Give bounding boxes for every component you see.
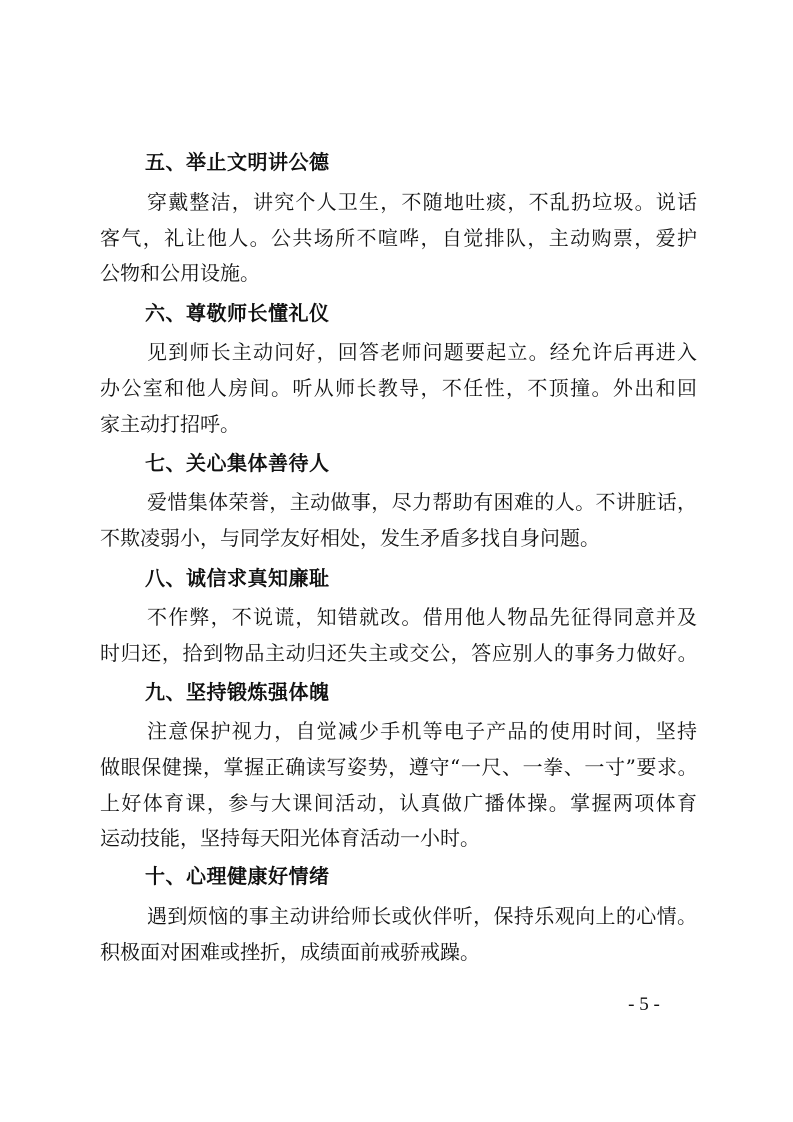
section-heading: 十、心理健康好情绪 — [145, 864, 330, 888]
body-line: 客气，礼让他人。公共场所不喧哗，自觉排队，主动购票，爱护 — [100, 226, 697, 250]
body-line: 穿戴整洁，讲究个人卫生，不随地吐痰，不乱扔垃圾。说话 — [147, 190, 697, 214]
body-line: 遇到烦恼的事主动讲给师长或伙伴听，保持乐观向上的心情。 — [147, 904, 697, 928]
body-line: 注意保护视力，自觉减少手机等电子产品的使用时间，坚持 — [147, 719, 697, 743]
body-line: 不作弊，不说谎，知错就改。借用他人物品先征得同意并及 — [147, 605, 697, 629]
section-heading: 八、诚信求真知廉耻 — [145, 566, 330, 590]
body-line: 不欺凌弱小，与同学友好相处，发生矛盾多找自身问题。 — [100, 526, 600, 550]
body-line: 积极面对困难或挫折，成绩面前戒骄戒躁。 — [100, 940, 480, 964]
section-heading: 五、举止文明讲公德 — [145, 150, 330, 174]
body-line: 办公室和他人房间。听从师长教导，不任性，不顶撞。外出和回 — [100, 376, 697, 400]
section-heading: 七、关心集体善待人 — [145, 451, 330, 475]
body-line: 时归还，拾到物品主动归还失主或交公，答应别人的事务力做好。 — [100, 641, 697, 665]
body-line: 爱惜集体荣誉，主动做事，尽力帮助有困难的人。不讲脏话， — [147, 490, 697, 514]
body-line: 家主动打招呼。 — [100, 412, 240, 436]
body-line: 上好体育课，参与大课间活动，认真做广播体操。掌握两项体育 — [100, 791, 697, 815]
body-line: 做眼保健操，掌握正确读写姿势，遵守“一尺、一拳、一寸”要求。 — [100, 755, 697, 779]
section-heading: 九、坚持锻炼强体魄 — [145, 680, 330, 704]
page-number: - 5 - — [628, 994, 660, 1015]
body-line: 运动技能，坚持每天阳光体育活动一小时。 — [100, 826, 480, 850]
body-line: 公物和公用设施。 — [100, 261, 260, 285]
body-line: 见到师长主动问好，回答老师问题要起立。经允许后再进入 — [147, 340, 697, 364]
section-heading: 六、尊敬师长懂礼仪 — [145, 301, 330, 325]
